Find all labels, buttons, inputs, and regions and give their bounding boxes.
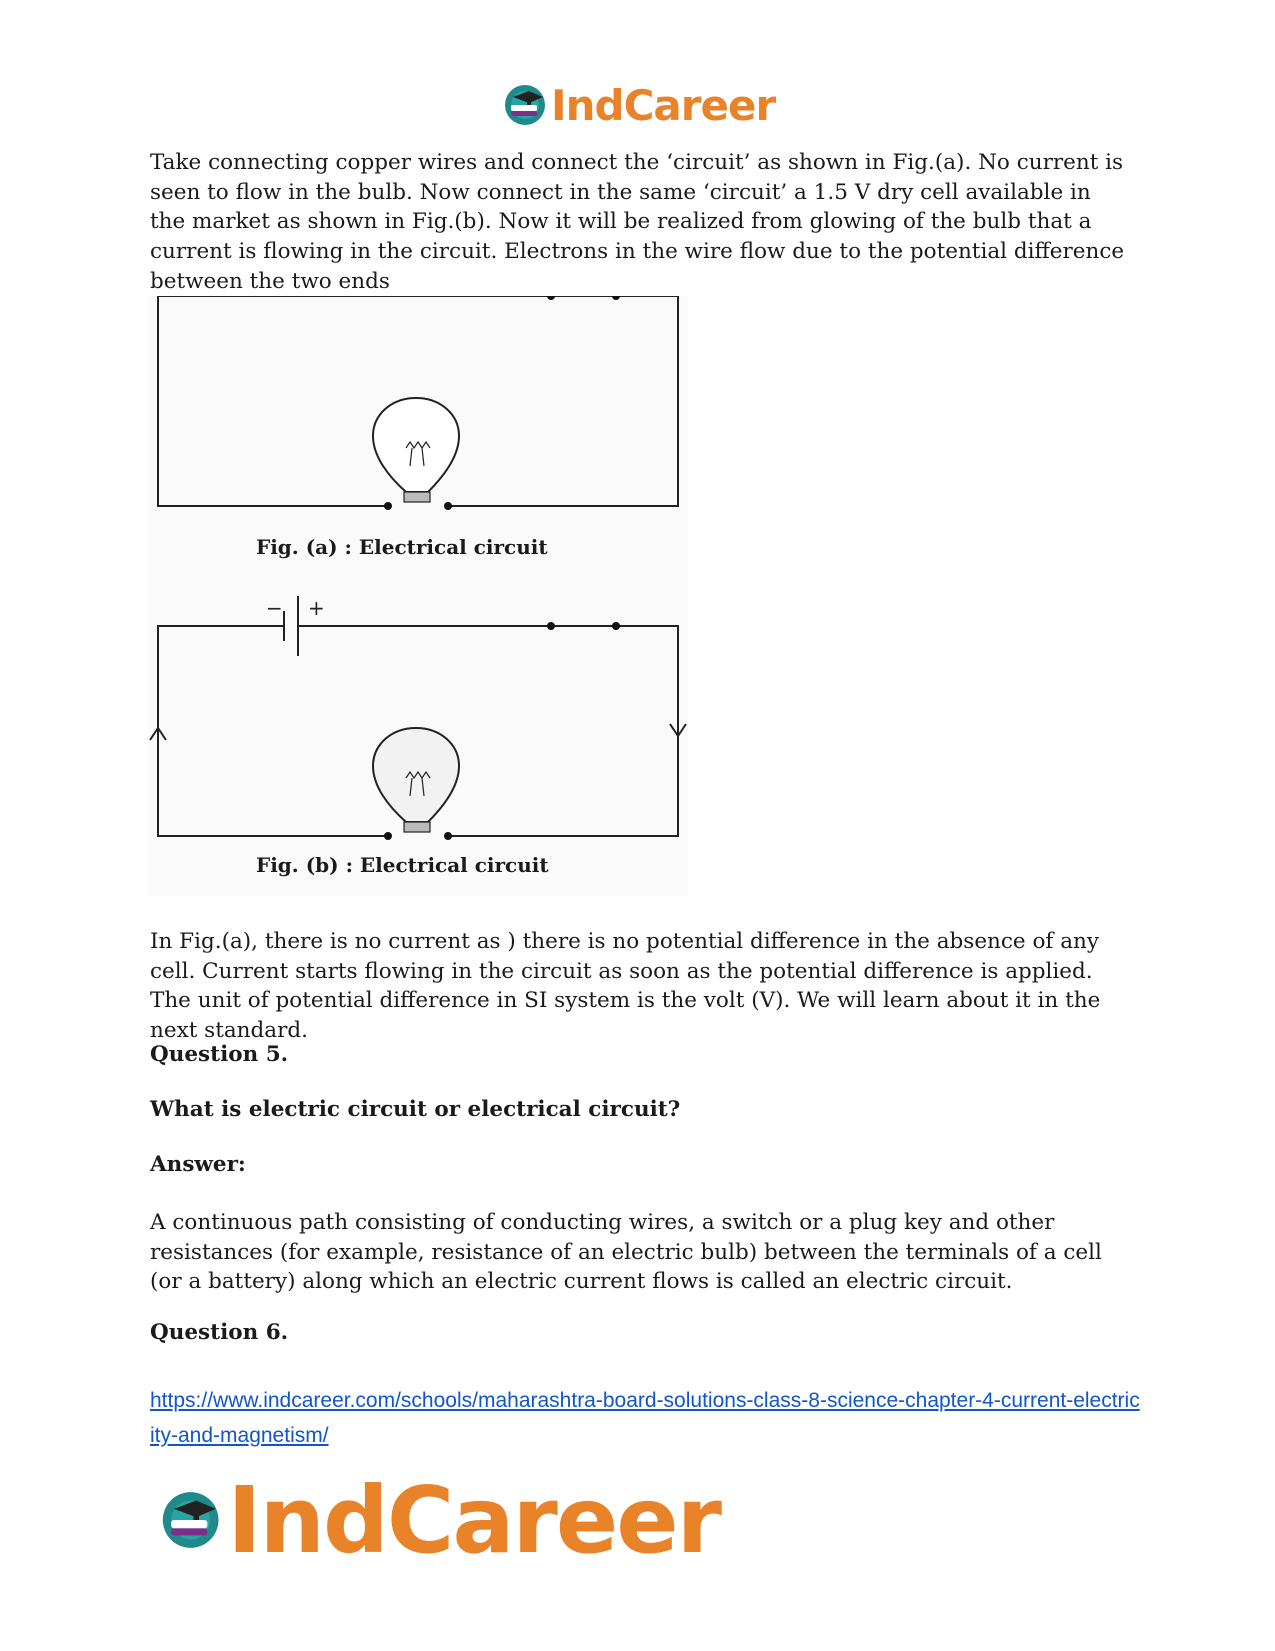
- circuit-b-wire-top-right: [298, 626, 678, 836]
- logo-wordmark: IndCareer: [227, 1466, 720, 1574]
- terminal-dot: [384, 502, 392, 510]
- terminal-dot: [612, 296, 620, 300]
- battery-plus-sign: +: [308, 596, 325, 620]
- graduation-book-icon: [503, 83, 547, 127]
- source-url-link[interactable]: https://www.indcareer.com/schools/maharashtra-board-solutions-class-8-science-chapter-4-current-electricity-and-magnetism/: [150, 1389, 1140, 1447]
- circuit-a-wire-left: [158, 296, 388, 506]
- terminal-dot: [547, 296, 555, 300]
- circuit-figure: [148, 296, 688, 896]
- header-logo: [503, 80, 783, 130]
- caption-fig-a: Fig. (a) : Electrical circuit: [256, 535, 548, 559]
- explanation-paragraph: In Fig.(a), there is no current as ) there is no potential difference in the absence of any cell. Current starts flowing in the circuit as soon as the potential difference is applied. The unit of potential difference in SI system is the volt (V). We will learn about it in the next standard.: [150, 929, 1101, 1044]
- terminal-dot: [547, 622, 555, 630]
- question-6-label: Question 6.: [150, 1320, 289, 1345]
- terminal-dot: [444, 832, 452, 840]
- circuit-b-wire-top-left: [158, 626, 284, 636]
- graduation-book-icon: [160, 1477, 221, 1563]
- answer-text: A continuous path consisting of conducting wires, a switch or a plug key and other resistances (for example, resistance of an electric bulb) between the terminals of a cell (or a battery) along which an electric current flows is called an electric circuit.: [150, 1210, 1102, 1295]
- question-5-label: Question 5.: [150, 1042, 289, 1067]
- terminal-dot: [444, 502, 452, 510]
- intro-paragraph: Take connecting copper wires and connect the ‘circuit’ as shown in Fig.(a). No current is seen to flow in the bulb. Now connect in the same ‘circuit’ a 1.5 V dry cell available in the market as shown in Fig.(b). Now it will be realized from glowing of the bulb that a current is flowing in the circuit. Electrons in the wire flow due to the potential difference between the two ends: [150, 150, 1125, 294]
- circuit-b-wire-bottom-left: [158, 636, 388, 836]
- terminal-dot: [612, 622, 620, 630]
- circuit-diagram: [148, 296, 688, 896]
- logo-wordmark: IndCareer: [551, 80, 776, 130]
- caption-fig-b: Fig. (b) : Electrical circuit: [256, 853, 549, 877]
- footer-logo: [160, 1466, 720, 1574]
- question-5-text: What is electric circuit or electrical circuit?: [150, 1097, 681, 1122]
- battery-minus-sign: −: [266, 596, 283, 620]
- answer-label: Answer:: [150, 1152, 246, 1177]
- terminal-dot: [384, 832, 392, 840]
